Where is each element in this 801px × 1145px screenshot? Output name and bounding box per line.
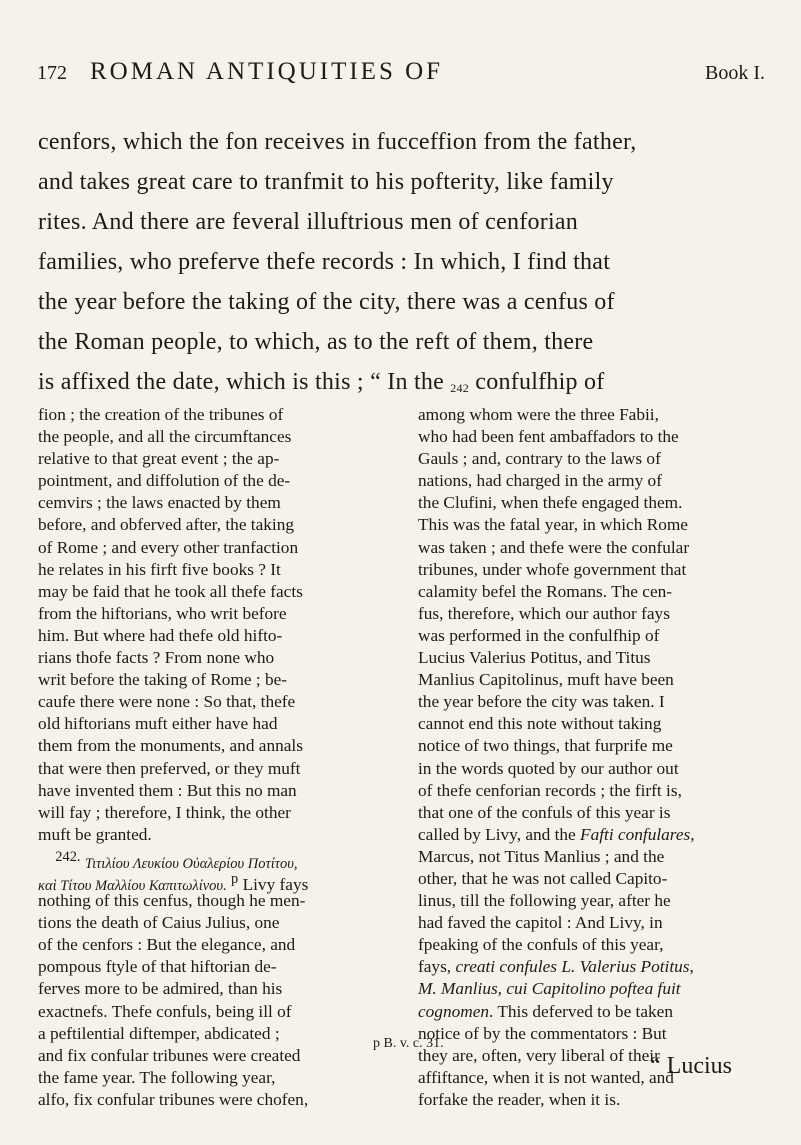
note-line: had faved the capitol : And Livy, in — [418, 913, 663, 933]
main-line: and takes great care to tranfmit to his pofterity, like family — [38, 169, 614, 195]
note-line: writ before the taking of Rome ; be- — [38, 670, 288, 690]
note-line: Gauls ; and, contrary to the laws of — [418, 449, 661, 469]
latin-quotation: creati confules L. Valerius Potitus — [455, 957, 690, 977]
note-line: in the words quoted by our author out — [418, 758, 679, 778]
note-line: pompous ftyle of that hiftorian de- — [38, 957, 277, 977]
note-line: calamity befel the Romans. The cen- — [418, 581, 673, 601]
note-line: from the hiftorians, who writ before — [38, 603, 287, 623]
note-line: may be faid that he took all thefe facts — [38, 581, 303, 601]
note-line: notice of two things, that furprife me — [418, 736, 673, 756]
note-line: nothing of this cenfus, though he men- — [38, 891, 306, 911]
main-text — [38, 122, 767, 402]
main-line: families, who preferve thefe records : In which, I find that — [38, 249, 611, 275]
note-line: tribunes, under whofe government that — [418, 559, 687, 579]
fasti-consulares: Fafti confulares — [580, 824, 691, 844]
notes-left-column — [38, 404, 383, 1111]
note-line-text: . This deferved to be taken — [489, 1001, 673, 1021]
note-line: pointment, and diffolution of the de- — [38, 471, 291, 491]
note-number-242: 242. — [55, 848, 81, 865]
note-line-text: called by Livy, and the — [418, 824, 581, 844]
main-line: cenfors, which the fon receives in fucceffion from the father, — [38, 129, 637, 155]
note-line: he relates in his firft five books ? It — [38, 559, 281, 579]
page-number: 172 — [37, 62, 67, 84]
note-line: the year before the city was taken. I — [418, 692, 665, 712]
main-line — [38, 362, 767, 402]
note-line: Marcus, not Titus Manlius ; and the — [418, 846, 665, 866]
footnote-ref-p: p — [231, 870, 239, 887]
note-line: cannot end this note without taking — [418, 714, 662, 734]
page-header — [37, 58, 765, 96]
note-line: and fix confular tribunes were created — [38, 1045, 301, 1065]
note-line: among whom were the three Fabii, — [418, 405, 659, 424]
note-line: them from the monuments, and annals — [38, 736, 303, 756]
note-line: of the cenfors : But the elegance, and — [38, 935, 296, 955]
note-line: This was the fatal year, in which Rome — [418, 515, 688, 535]
note-line: that one of the confuls of this year is — [418, 802, 671, 822]
note-line: fus, therefore, which our author fays — [418, 603, 670, 623]
note-line: rians thofe facts ? From none who — [38, 648, 275, 668]
note-line: other, that he was not called Capito- — [418, 868, 668, 888]
note-line: they are, often, very liberal of their — [418, 1045, 660, 1065]
note-line — [38, 868, 383, 894]
note-line: was performed in the confulfhip of — [418, 625, 660, 645]
note-line: fion ; the creation of the tribunes of — [38, 405, 284, 424]
note-line: that were then preferved, or they muft — [38, 758, 301, 778]
note-line: caufe there were none : So that, thefe — [38, 692, 296, 712]
note-line-text: , — [689, 957, 694, 977]
note-line: Lucius Valerius Potitus, and Titus — [418, 648, 651, 668]
note-line-text: fays, — [418, 957, 456, 977]
catchword: “ Lucius — [650, 1053, 732, 1079]
note-line: him. But where had thefe old hifto- — [38, 625, 283, 645]
note-line: affiftance, when it is not wanted, and — [418, 1067, 674, 1087]
note-line: notice of by the commentators : But — [418, 1023, 667, 1043]
latin-quotation: cognomen — [418, 1001, 490, 1021]
main-line: the Roman people, to which, as to the reft of them, there — [38, 329, 594, 355]
note-line: of thefe cenforian records ; the firft is, — [418, 780, 682, 800]
note-line: muft be granted. — [38, 824, 152, 844]
note-line: forfake the reader, when it is. — [418, 1089, 621, 1109]
note-line: relative to that great event ; the ap- — [38, 449, 280, 469]
note-line: will fay ; therefore, I think, the other — [38, 802, 291, 822]
note-line: alfo, fix confular tribunes were chofen, — [38, 1089, 309, 1109]
main-line: rites. And there are feveral illuftrious men of cenforian — [38, 209, 579, 235]
note-line — [418, 978, 763, 1000]
note-line: nations, had charged in the army of — [418, 471, 662, 491]
note-line: fpeaking of the confuls of this year, — [418, 935, 664, 955]
note-line-text: , — [690, 824, 695, 844]
note-line: who had been fent ambaffadors to the — [418, 427, 679, 447]
note-line: ferves more to be admired, than his — [38, 979, 283, 999]
note-line — [418, 824, 763, 846]
note-line — [418, 1001, 763, 1023]
note-line — [418, 956, 763, 978]
main-line-text: is affixed the date, which is this ; “ In the — [38, 369, 445, 395]
note-line: the Clufini, when thefe engaged them. — [418, 493, 683, 513]
book-number: Book I. — [705, 62, 765, 84]
greek-quotation: καὶ Τίτου Μαλλίου Καπιτωλίνου. — [38, 877, 227, 894]
note-line-text: Livy fays — [238, 874, 309, 894]
note-line: the fame year. The following year, — [38, 1067, 276, 1087]
note-line: tions the death of Caius Julius, one — [38, 913, 280, 933]
note-line: a peftilential diftemper, abdicated ; — [38, 1023, 280, 1043]
note-line — [38, 846, 383, 872]
latin-quotation: M. Manlius, cui Capitolino poftea fuit — [418, 979, 681, 999]
footnote-source: p B. v. c. 31. — [373, 1036, 444, 1051]
note-line: old hiftorians muft either have had — [38, 714, 278, 734]
note-line: cemvirs ; the laws enacted by them — [38, 493, 281, 513]
notes-right-column — [418, 404, 763, 1111]
running-title: ROMAN ANTIQUITIES OF — [90, 58, 444, 85]
greek-quotation: Τιτιλίου Λευκίου Οὐαλερίου Ποτίτου, — [84, 855, 298, 872]
footnote-ref-242: 242 — [450, 381, 470, 395]
note-line: exactnefs. Thefe confuls, being ill of — [38, 1001, 292, 1021]
note-line: was taken ; and thefe were the confular — [418, 537, 690, 557]
note-line: have invented them : But this no man — [38, 780, 297, 800]
note-line: the people, and all the circumftances — [38, 427, 292, 447]
note-line: Manlius Capitolinus, muft have been — [418, 670, 674, 690]
main-line-text: confulfhip of — [469, 369, 605, 395]
note-line: before, and obferved after, the taking — [38, 515, 295, 535]
main-line: the year before the taking of the city, there was a cenfus of — [38, 289, 615, 315]
note-line: linus, till the following year, after he — [418, 891, 671, 911]
note-line: of Rome ; and every other tranfaction — [38, 537, 299, 557]
